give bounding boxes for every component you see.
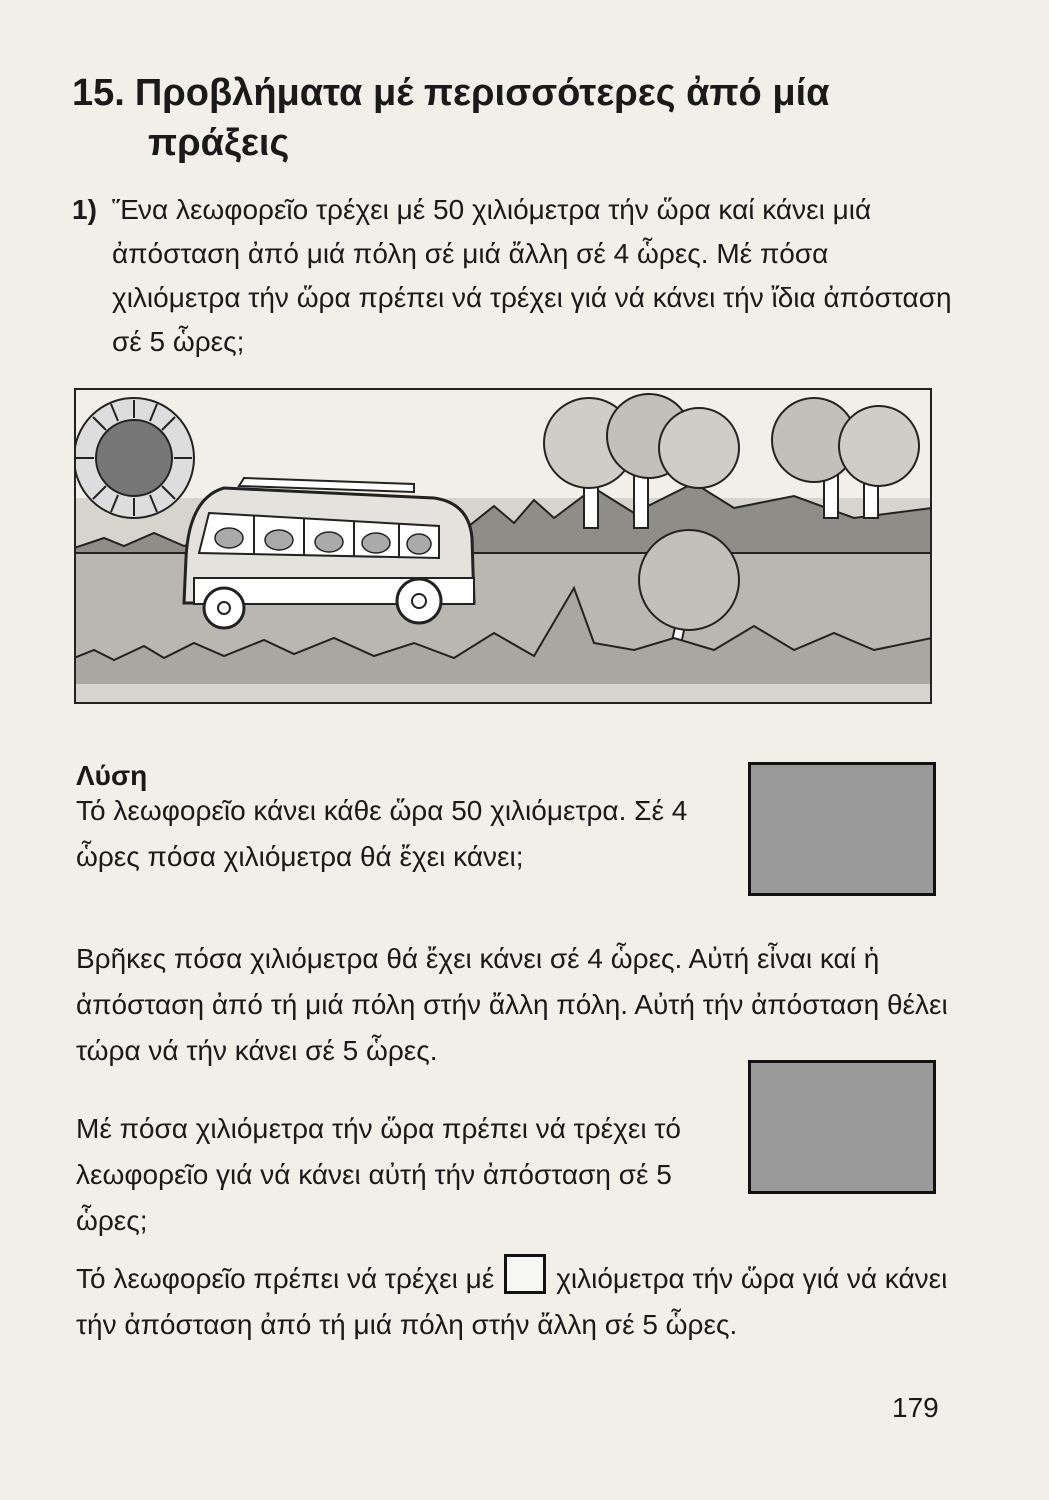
section-title-line1: Προβλήματα μέ περισσότερες ἀπό μία — [134, 72, 830, 114]
section-title — [72, 68, 972, 168]
problem-1 — [72, 188, 952, 364]
answer-box-2[interactable] — [748, 1060, 936, 1194]
bus-illustration — [74, 388, 932, 704]
answer-sentence-end: χιλιόμετρα τήν ὥρα γιά νά κάνει τήν ἀπόσταση ἀπό τή μιά πόλη στήν ἄλλη σέ 5 ὧρες. — [76, 1263, 948, 1340]
solution-heading: Λύση — [76, 760, 148, 791]
page-number: 179 — [892, 1392, 939, 1423]
solution-paragraph-2: Βρῆκες πόσα χιλιόμετρα θά ἔχει κάνει σέ 4 ὧρες. Αὐτή εἶναι καί ἡ ἀπόσταση ἀπό τή μιά πόλη στήν ἄλλη πόλη. Αὐτή τήν ἀπόσταση θέλει τώρα νά τήν κάνει σέ 5 ὧρες. — [76, 943, 948, 1066]
section-number: 15. — [72, 72, 125, 114]
answer-blank-box[interactable] — [504, 1254, 546, 1294]
ground-strip — [74, 684, 932, 704]
problem-text: Ἕνα λεωφορεῖο τρέχει μέ 50 χιλιόμετρα τήν ὥρα καί κάνει μιά ἀπόσταση ἀπό μιά πόλη σέ μιά ἄλλη σέ 4 ὧρες. Μέ πόσα χιλιόμετρα τήν ὥρα πρέπει νά τρέχει γιά νά κάνει τήν ἴδια ἀπόσταση σέ 5 ὧρες; — [112, 194, 952, 357]
answer-box-1[interactable] — [748, 762, 936, 896]
answer-sentence-start: Τό λεωφορεῖο πρέπει νά τρέχει μέ — [76, 1263, 495, 1294]
problem-number: 1) — [72, 194, 97, 225]
sun-icon — [74, 398, 194, 518]
section-title-line2: πράξεις — [148, 122, 290, 164]
solution-paragraph-1: Τό λεωφορεῖο κάνει κάθε ὥρα 50 χιλιόμετρα. Σέ 4 ὧρες πόσα χιλιόμετρα θά ἔχει κάνει; — [76, 795, 688, 872]
answer-sentence — [76, 1254, 956, 1348]
solution-paragraph-3: Μέ πόσα χιλιόμετρα τήν ὥρα πρέπει νά τρέχει τό λεωφορεῖο γιά νά κάνει αὐτή τήν ἀπόσταση σέ 5 ὧρες; — [76, 1113, 681, 1236]
